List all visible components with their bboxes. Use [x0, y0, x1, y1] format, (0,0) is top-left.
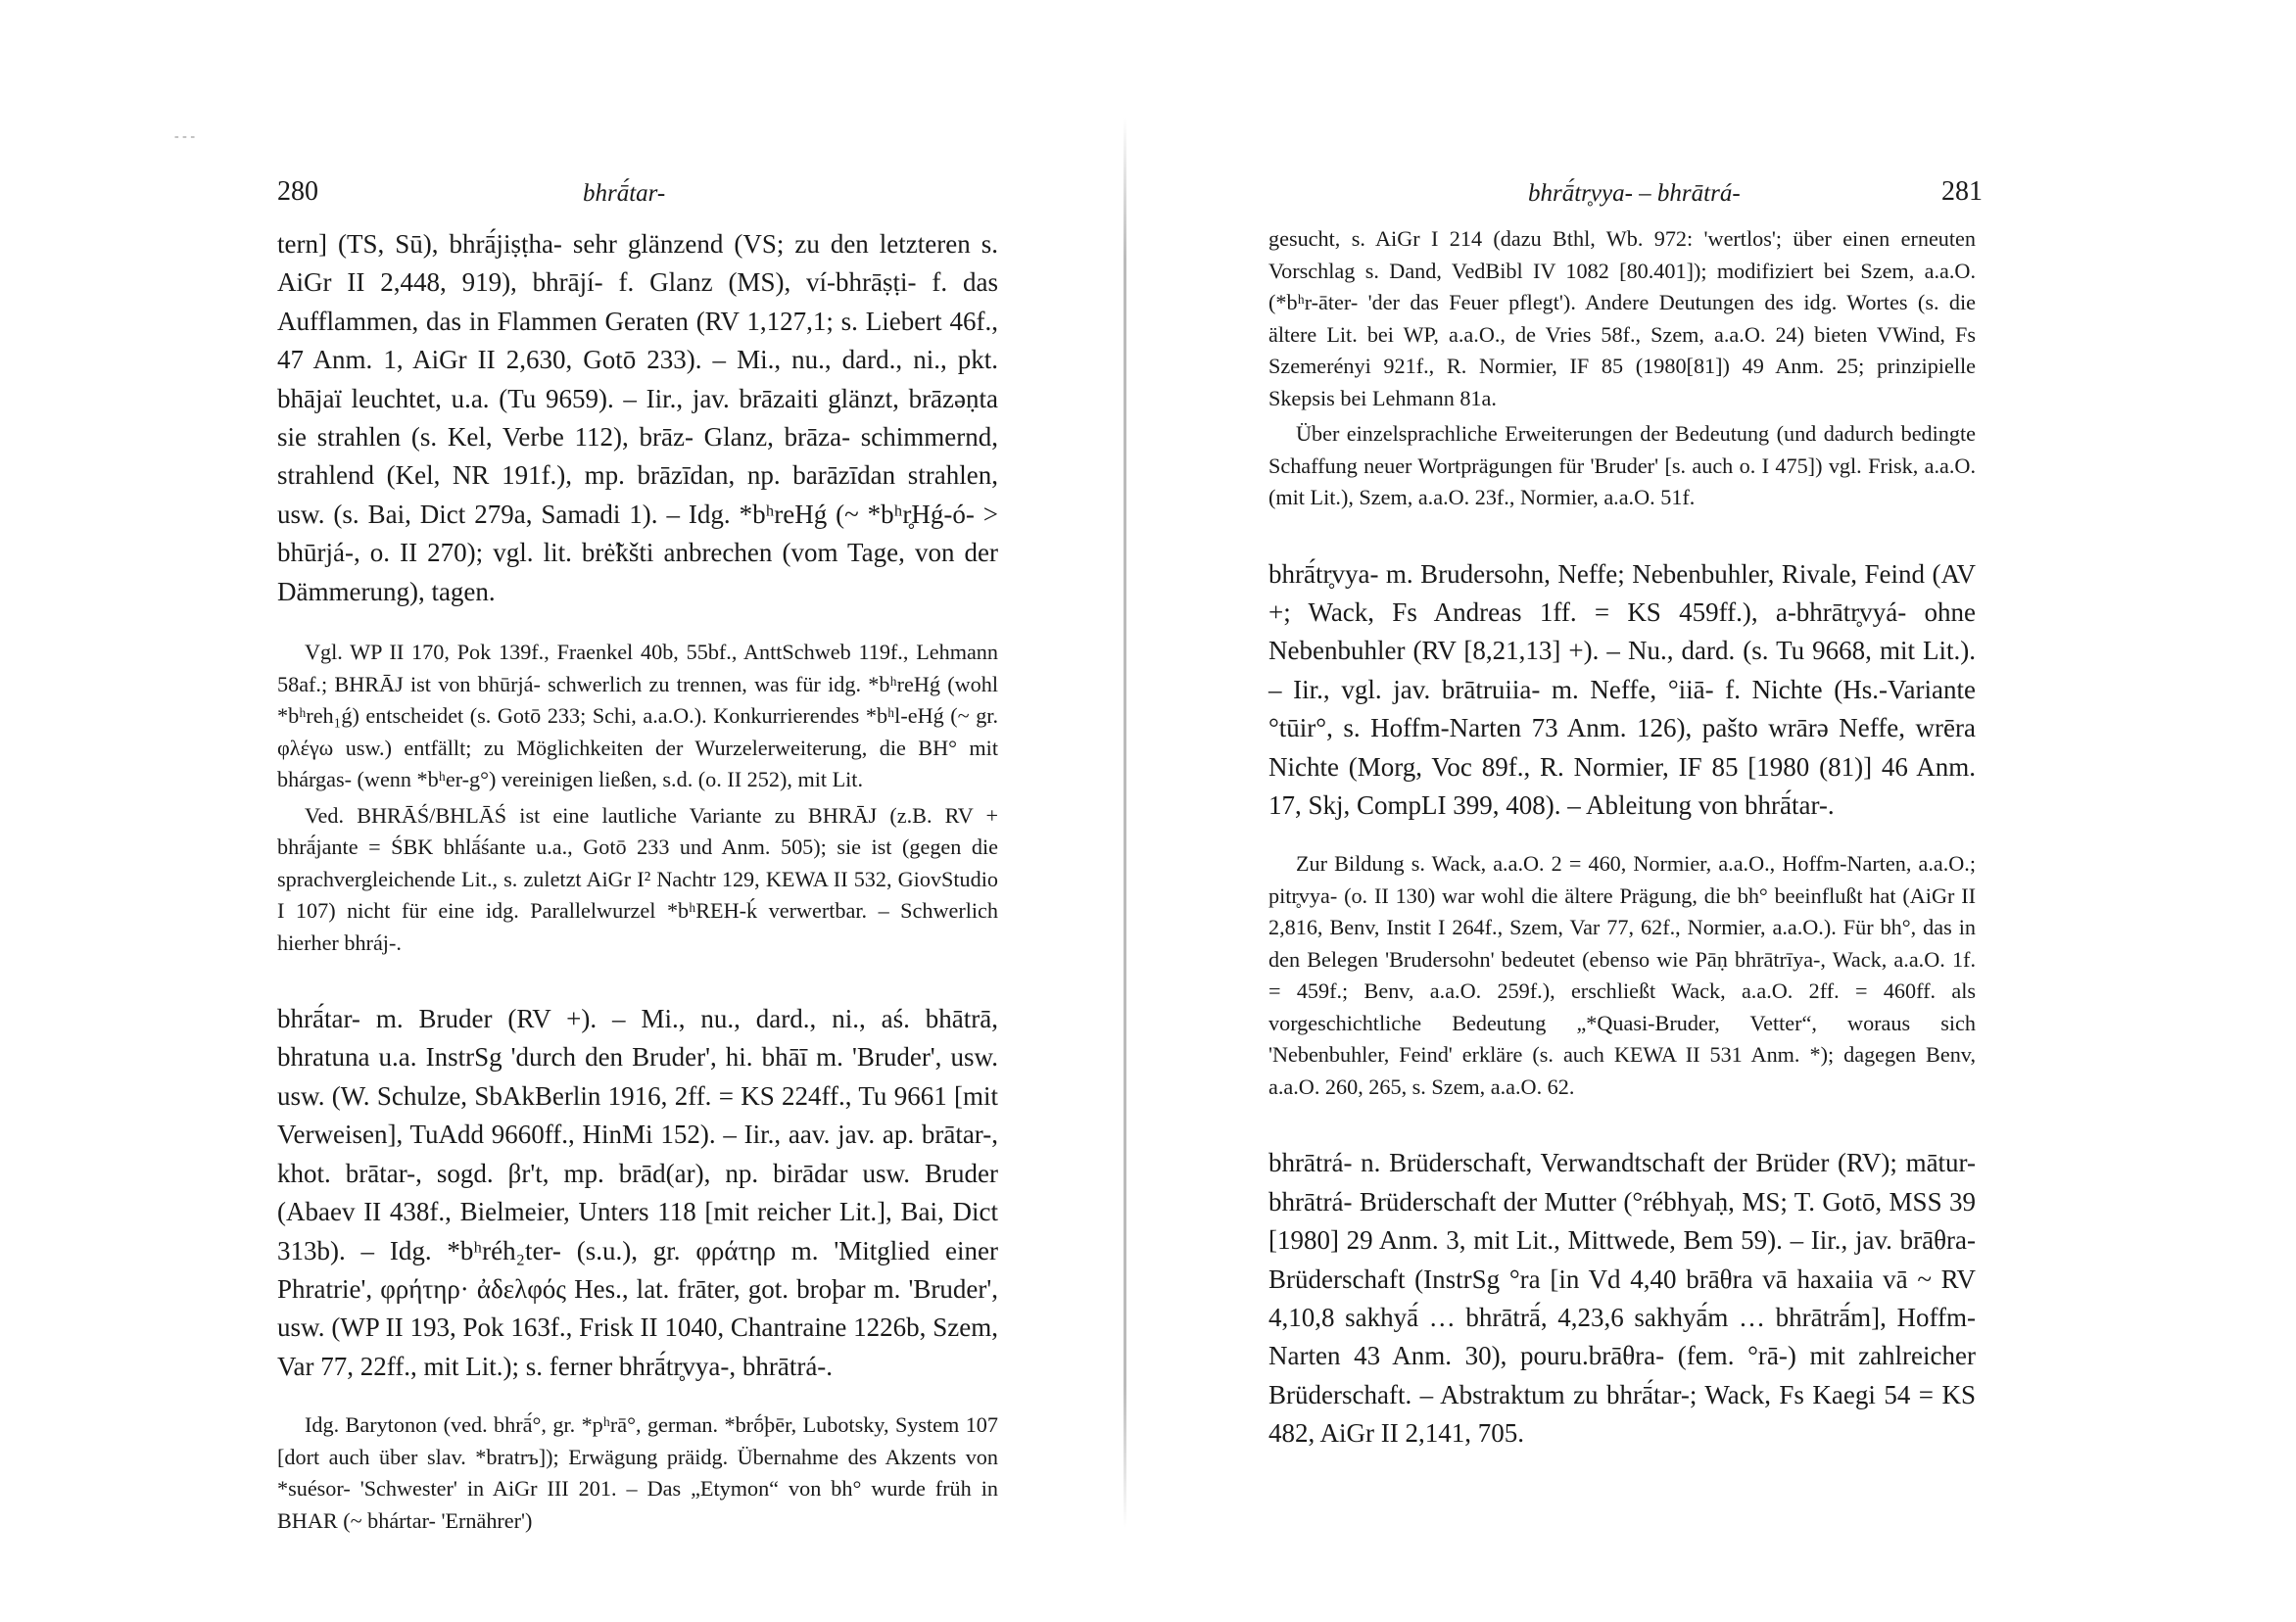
- running-head: bhrā́tr̥vya- – bhrātrá-: [1528, 180, 1741, 207]
- note-paragraph: Ved. BHRĀŚ/BHLĀŚ ist eine lautliche Variante zu BHRĀJ (z.B. RV + bhrā́jante = ŚBK bhlā́śante u.a., Gotō 233 und Anm. 505); sie ist (gegen die sprachvergleichende Lit., s. zuletzt AiGr I² Nachtr 129, KEWA II 532, GiovStudio I 107) nicht für eine idg. Parallelwurzel *bʰREH-ḱ verwertbar. – Schwerlich hierher bhráj-.: [277, 802, 998, 955]
- note-paragraph: Idg. Barytonon (ved. bhrā́°, gr. *pʰrā°, german. *brṓþēr, Lubotsky, System 107 [dort auch über slav. *bratrъ]); Erwägung präidg. Übernahme des Akzents von *suésor- 'Schwester' in AiGr III 201. – Das „Etymon“ von bh° wurde früh in BHAR (~ bhártar- 'Ernährer'): [277, 1412, 998, 1533]
- note-paragraph: Über einzelsprachliche Erweiterungen der Bedeutung (und dadurch bedingte Schaffung neuer Wortprägungen für 'Bruder' [s. auch o. I 475]) vgl. Frisk, a.a.O. (mit Lit.), Szem, a.a.O. 23f., Normier, a.a.O. 51f.: [1268, 421, 1976, 509]
- page-number: 280: [277, 176, 318, 207]
- scan-mark: - - -: [174, 129, 195, 144]
- right-text-column: [1268, 223, 1976, 1454]
- dictionary-entry-bhratrvya: bhrā́tr̥vya- m. Brudersohn, Neffe; Nebenbuhler, Rivale, Feind (AV +; Wack, Fs Andreas 1ff. = KS 459ff.), a-bhrātr̥vyá- ohne Nebenbuhler (RV [8,21,13] +). – Nu., dard. (s. Tu 9668, mit Lit.). – Iir., vgl. jav. brātruiia- m. Neffe, °iiā- f. Nichte (Hs.-Variante °tūir°, s. Hoffm-Narten 73 Anm. 126), pašto wrārə Neffe, wrēra Nichte (Morg, Voc 89f., R. Normier, IF 85 [1980 (81)] 46 Anm. 17, Skj, CompLI 399, 408). – Ableitung von bhrā́tar-.: [1268, 558, 1976, 820]
- dictionary-entry-bhratar: bhrā́tar- m. Bruder (RV +). – Mi., nu., dard., ni., aś. bhātrā, bhratuna u.a. InstrSg 'durch den Bruder', hi. bhāī m. 'Bruder', usw. usw. (W. Schulze, SbAkBerlin 1916, 2ff. = KS 224ff., Tu 9661 [mit Verweisen], TuAdd 9660ff., HinMi 152). – Iir., aav. jav. ap. brātar-, khot. brātar-, sogd. βr't, mp. brād(ar), np. birādar usw. Bruder (Abaev II 438f., Bielmeier, Unters 118 [mit reicher Lit.], Bai, Dict 313b). – Idg. *bʰréh₂ter- (s.u.), gr. φράτηρ m. 'Mitglied einer Phratrie', φρήτηρ· ἀδελφός Hes., lat. frāter, got. broþar m. 'Bruder', usw. (WP II 193, Pok 163f., Frisk II 1040, Chantraine 1226b, Szem, Var 77, 22ff., mit Lit.); s. ferner bhrā́tr̥vya-, bhrātrá-.: [277, 1004, 998, 1381]
- page-number: 281: [1941, 176, 1983, 207]
- dictionary-entry-bhratra: bhrātrá- n. Brüderschaft, Verwandtschaft der Brüder (RV); mātur-bhrātrá- Brüderschaft der Mutter (°rébhyaḥ, MS; T. Gotō, MSS 39 [1980] 29 Anm. 3, mit Lit., Mittwede, Bem 59). – Iir., jav. brāθra- Brüderschaft (InstrSg °ra [in Vd 4,40 brāθra vā haxaiia vā ~ RV 4,10,8 sakhyā́ … bhrātrā́, 4,23,6 sakhyā́m … bhrātrā́m], Hoffm-Narten 43 Anm. 30), pouru.brāθra- (fem. °rā-) mit zahlreicher Brüderschaft. – Abstraktum zu bhrā́tar-; Wack, Fs Kaegi 54 = KS 482, AiGr II 2,141, 705.: [1268, 1148, 1976, 1449]
- running-head: bhrā́tar-: [583, 180, 666, 207]
- left-text-column: [277, 225, 998, 1537]
- note-paragraph: Zur Bildung s. Wack, a.a.O. 2 = 460, Normier, a.a.O., Hoffm-Narten, a.a.O.; pitr̥vya- (o. II 130) war wohl die ältere Prägung, die bh° beeinflußt hat (AiGr II 2,816, Benv, Instit I 264f., Szem, Var 77, 62f., Normier, a.a.O.). Für bh°, das in den Belegen 'Brudersohn' bedeutet (ebenso wie Pāṇ bhrātrīya-, Wack, a.a.O. 1f. = 459f.; Benv, a.a.O. 259f.), erschließt Wack, a.a.O. 2ff. = 460ff. als vorgeschichtliche Bedeutung „*Quasi-Bruder, Vetter“, woraus sich 'Nebenbuhler, Feind' erkläre (s. auch KEWA II 531 Anm. *); dagegen Benv, a.a.O. 260, 265, s. Szem, a.a.O. 62.: [1268, 851, 1976, 1099]
- entry-continuation-paragraph: tern] (TS, Sū), bhrā́jiṣṭha- sehr glänzend (VS; zu den letzteren s. AiGr II 2,448, 919), bhrājí- f. Glanz (MS), ví-bhrāṣṭi- f. das Aufflammen, das in Flammen Geraten (RV 1,127,1; s. Liebert 46f., 47 Anm. 1, AiGr II 2,630, Gotō 233). – Mi., nu., dard., ni., pkt. bhājaï leuchtet, u.a. (Tu 9659). – Iir., jav. brāzaiti glänzt, brāzəṇta sie strahlen (s. Kel, Verbe 112), brāz- Glanz, brāza- schimmernd, strahlend (Kel, NR 191f.), mp. brāzīdan, np. barāzīdan strahlen, usw. (s. Bai, Dict 279a, Samadi 1). – Idg. *bʰreHǵ (~ *bʰr̥Hǵ-ó- > bhūrjá-, o. II 270); vgl. lit. brė̃kšti anbrechen (vom Tage, von der Dämmerung), tagen.: [277, 229, 998, 606]
- note-paragraph: Vgl. WP II 170, Pok 139f., Fraenkel 40b, 55bf., AnttSchweb 119f., Lehmann 58af.; BHRĀJ ist von bhūrjá- schwerlich zu trennen, was für idg. *bʰreHǵ (wohl *bʰreh₁ǵ) entscheidet (s. Gotō 233; Schi, a.a.O.). Konkurrierendes *bʰl-eHǵ (~ gr. φλέγω usw.) entfällt; zu Möglichkeiten der Wurzelerweiterung, die BH° mit bhárgas- (wenn *bʰer-g°) vereinigen ließen, s.d. (o. II 252), mit Lit.: [277, 640, 998, 792]
- note-paragraph: gesucht, s. AiGr I 214 (dazu Bthl, Wb. 972: 'wertlos'; über einen erneuten Vorschlag s. Dand, VedBibl IV 1082 [80.401]); modifiziert bei Szem, a.a.O. (*bʰr-āter- 'der das Feuer pflegt'). Andere Deutungen des idg. Wortes (s. die ältere Lit. bei WP, a.a.O., de Vries 58f., Szem, a.a.O. 24) bieten VWind, Fs Szemerényi 921f., R. Normier, IF 85 (1980[81]) 49 Anm. 25; prinzipielle Skepsis bei Lehmann 81a.: [1268, 226, 1976, 410]
